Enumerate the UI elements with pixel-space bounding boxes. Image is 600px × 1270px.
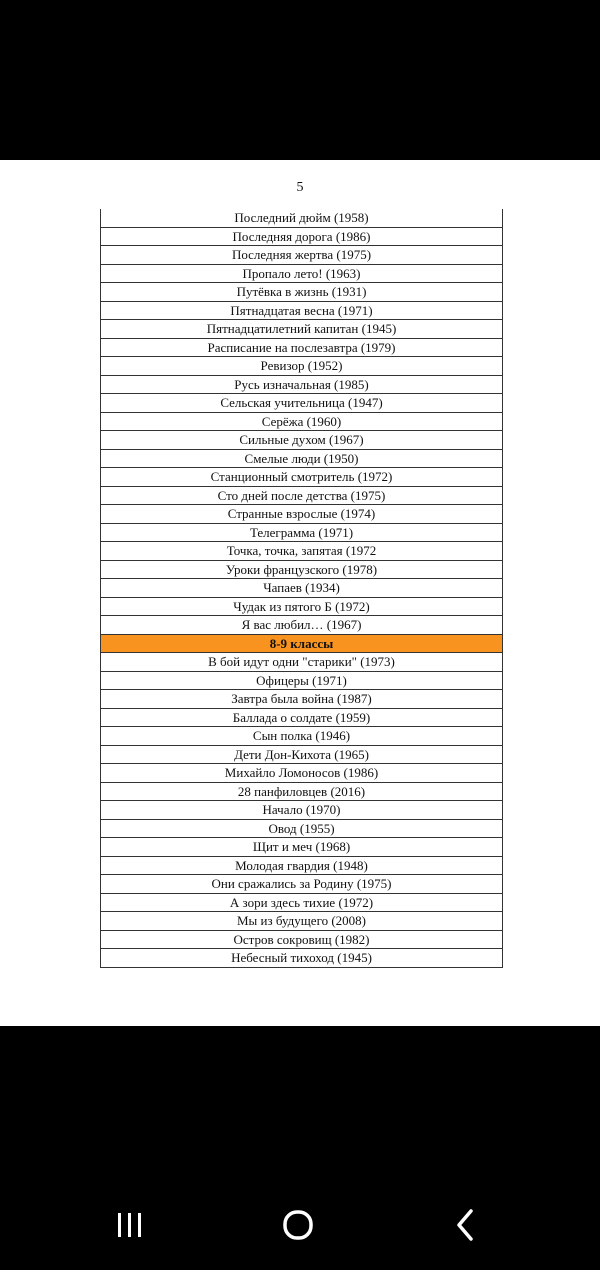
home-icon xyxy=(278,1205,318,1245)
table-row: Русь изначальная (1985) xyxy=(101,375,502,394)
table-row: Чапаев (1934) xyxy=(101,578,502,597)
system-navigation-bar xyxy=(0,1180,600,1270)
table-row: Щит и меч (1968) xyxy=(101,837,502,856)
table-row: Ревизор (1952) xyxy=(101,356,502,375)
page-number: 5 xyxy=(296,180,304,195)
table-row: Молодая гвардия (1948) xyxy=(101,856,502,875)
table-row: Небесный тихоход (1945) xyxy=(101,948,502,967)
recents-button[interactable] xyxy=(90,1180,170,1270)
table-row: Последняя дорога (1986) xyxy=(101,227,502,246)
table-row: Начало (1970) xyxy=(101,800,502,819)
section-header-row: 8-9 классы xyxy=(101,634,502,653)
table-row: Пятнадцатая весна (1971) xyxy=(101,301,502,320)
table-row: Сильные духом (1967) xyxy=(101,430,502,449)
table-row: В бой идут одни "старики" (1973) xyxy=(101,652,502,671)
table-row: Баллада о солдате (1959) xyxy=(101,708,502,727)
table-row: Сельская учительница (1947) xyxy=(101,393,502,412)
table-row: Овод (1955) xyxy=(101,819,502,838)
table-row: Последняя жертва (1975) xyxy=(101,245,502,264)
table-row: Странные взрослые (1974) xyxy=(101,504,502,523)
table-row: Сын полка (1946) xyxy=(101,726,502,745)
table-row: Точка, точка, запятая (1972 xyxy=(101,541,502,560)
table-row: Мы из будущего (2008) xyxy=(101,911,502,930)
table-row: Смелые люди (1950) xyxy=(101,449,502,468)
table-row: Серёжа (1960) xyxy=(101,412,502,431)
table-row: Сто дней после детства (1975) xyxy=(101,486,502,505)
home-button[interactable] xyxy=(258,1180,338,1270)
table-row: Расписание на послезавтра (1979) xyxy=(101,338,502,357)
table-row: Путёвка в жизнь (1931) xyxy=(101,282,502,301)
top-black-area xyxy=(0,0,600,160)
table-row: Они сражались за Родину (1975) xyxy=(101,874,502,893)
back-button[interactable] xyxy=(426,1180,506,1270)
table-row: Пятнадцатилетний капитан (1945) xyxy=(101,319,502,338)
table-row: Офицеры (1971) xyxy=(101,671,502,690)
table-row: 28 панфиловцев (2016) xyxy=(101,782,502,801)
films-table xyxy=(100,209,503,968)
table-row: Завтра была война (1987) xyxy=(101,689,502,708)
table-row: А зори здесь тихие (1972) xyxy=(101,893,502,912)
table-row: Я вас любил… (1967) xyxy=(101,615,502,634)
back-icon xyxy=(451,1207,481,1243)
table-row: Остров сокровищ (1982) xyxy=(101,930,502,949)
table-row: Чудак из пятого Б (1972) xyxy=(101,597,502,616)
table-row: Телеграмма (1971) xyxy=(101,523,502,542)
table-row: Пропало лето! (1963) xyxy=(101,264,502,283)
table-row: Последний дюйм (1958) xyxy=(234,210,369,225)
table-row: Станционный смотритель (1972) xyxy=(101,467,502,486)
table-row: Михайло Ломоносов (1986) xyxy=(101,763,502,782)
table-row: Дети Дон-Кихота (1965) xyxy=(101,745,502,764)
recents-icon xyxy=(112,1210,148,1240)
document-page[interactable] xyxy=(0,160,600,1026)
table-row: Уроки французского (1978) xyxy=(101,560,502,579)
